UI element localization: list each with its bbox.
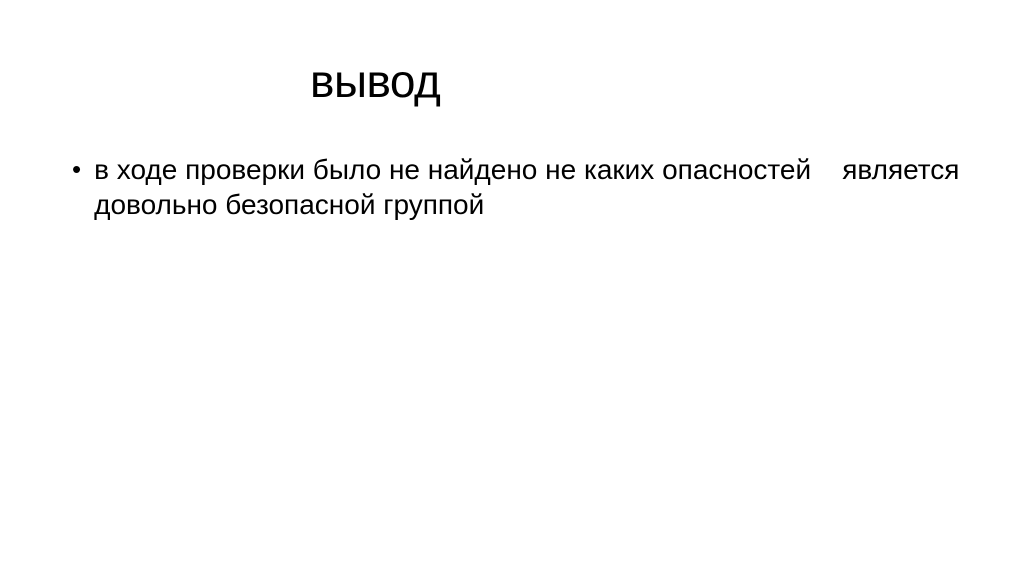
bullet-item bbox=[72, 152, 992, 222]
bullet-text bbox=[94, 152, 992, 222]
bullet-line-2: довольно безопасной группой bbox=[94, 189, 485, 220]
slide-title: вывод bbox=[310, 55, 441, 107]
bullet-marker: • bbox=[72, 154, 82, 184]
bullet-line-1: в ходе проверки было не найдено не каких опасностей является bbox=[94, 154, 960, 185]
